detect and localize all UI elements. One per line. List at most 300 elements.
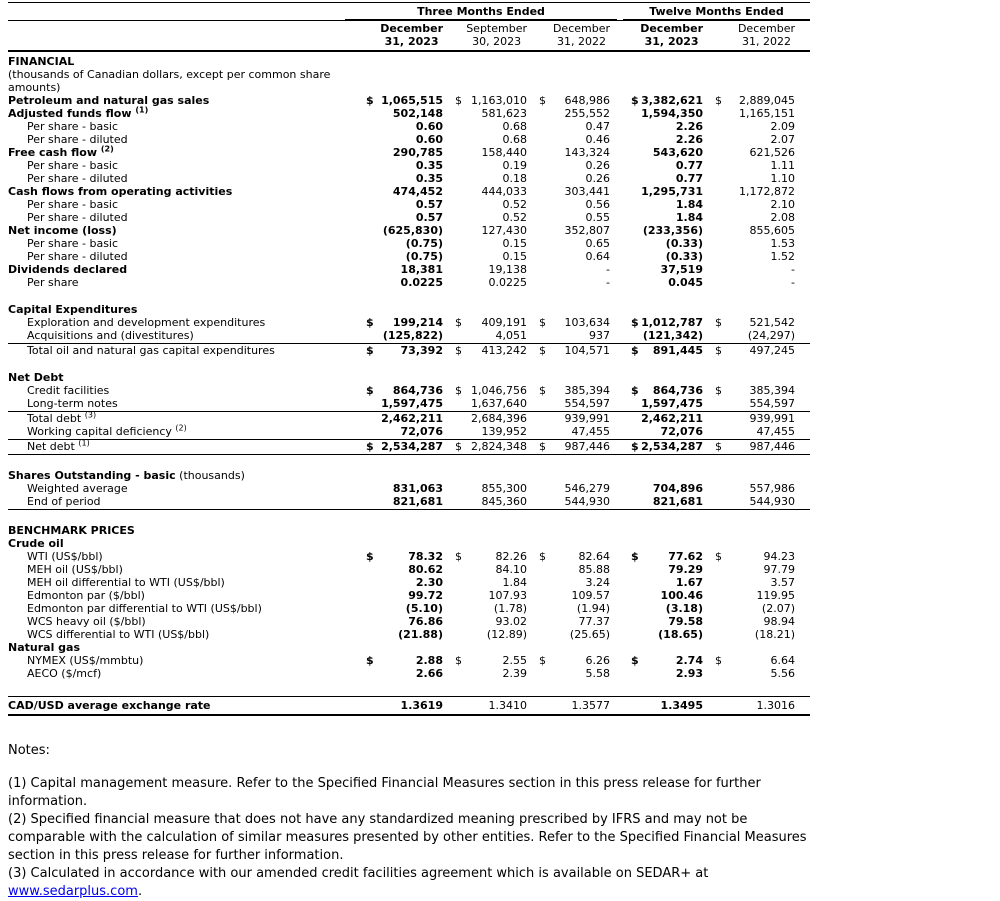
value-cell [443, 237, 527, 250]
cell-value: (12.89) [486, 628, 527, 641]
table-row [8, 667, 810, 680]
cell-value: 19,138 [488, 263, 527, 276]
value-cell [610, 482, 703, 495]
value-cell [345, 107, 443, 120]
row-label: WCS differential to WTI (US$/bbl) [27, 628, 210, 641]
table-row [8, 211, 810, 224]
value-cell [345, 495, 443, 508]
value-cell [703, 329, 795, 342]
table-row [8, 133, 810, 146]
cell-value: 1,597,475 [641, 397, 703, 410]
cell-value: 0.65 [585, 237, 610, 250]
value-cell [703, 224, 795, 237]
row-label: Crude oil [8, 537, 64, 550]
value-cell [527, 276, 610, 289]
cell-value: 2,534,287 [641, 440, 703, 453]
cell-value: 0.47 [585, 120, 610, 133]
value-cell [703, 263, 795, 276]
cell-value: 3.57 [770, 576, 795, 589]
value-cell [610, 628, 703, 641]
value-cell [527, 602, 610, 615]
cell-value: (24,297) [747, 329, 795, 342]
value-cell [703, 94, 795, 107]
cell-value: 0.57 [415, 211, 443, 224]
row-label: (thousands of Canadian dollars, except per common share amounts) [8, 68, 331, 94]
value-cell [443, 185, 527, 198]
cell-value: 1,594,350 [641, 107, 703, 120]
value-cell [443, 276, 527, 289]
value-cell [527, 159, 610, 172]
cell-value: 2,534,287 [381, 440, 443, 453]
note-item: (1) Capital management measure. Refer to the Specified Financial Measures section in this press release for further information. [8, 776, 761, 809]
cell-value: - [791, 263, 795, 276]
table-row [8, 344, 810, 357]
cell-value: 72,076 [660, 425, 703, 438]
value-cell [610, 263, 703, 276]
table-row [8, 654, 810, 667]
value-cell [610, 159, 703, 172]
value-cell [443, 412, 527, 425]
value-cell [443, 667, 527, 680]
cell-value: 0.68 [502, 120, 527, 133]
cell-value: 821,681 [392, 495, 443, 508]
cell-value: 648,986 [564, 94, 610, 107]
value-cell [443, 107, 527, 120]
cell-value: 0.0225 [488, 276, 527, 289]
row-label: BENCHMARK PRICES [8, 524, 135, 537]
cell-value: 1,065,515 [381, 94, 443, 107]
value-cell [610, 172, 703, 185]
value-cell [345, 250, 443, 263]
cell-value: 1.84 [675, 211, 703, 224]
table-row [8, 146, 810, 159]
cell-value: 554,597 [749, 397, 795, 410]
value-cell [345, 224, 443, 237]
value-cell [443, 384, 527, 397]
table-row [8, 641, 810, 654]
dollar-sign: $ [539, 384, 546, 397]
value-cell [703, 250, 795, 263]
cell-value: 0.26 [585, 172, 610, 185]
cell-value: 1.3410 [488, 699, 527, 712]
table-row [8, 185, 810, 198]
value-cell [345, 316, 443, 329]
value-cell [527, 107, 610, 120]
value-cell [443, 159, 527, 172]
table-row [8, 576, 810, 589]
table-row [8, 68, 810, 94]
value-cell [610, 615, 703, 628]
cell-value: 82.26 [495, 550, 527, 563]
value-cell [610, 667, 703, 680]
cell-value: 109.57 [571, 589, 610, 602]
cell-value: 2.74 [675, 654, 703, 667]
table-row [8, 495, 810, 510]
cell-value: 3.24 [585, 576, 610, 589]
value-cell [527, 615, 610, 628]
value-cell [443, 198, 527, 211]
cell-value: (625,830) [382, 224, 443, 237]
cell-value: 255,552 [564, 107, 610, 120]
cell-value: 139,952 [481, 425, 527, 438]
value-cell [610, 237, 703, 250]
row-label: MEH oil (US$/bbl) [27, 563, 123, 576]
table-row [8, 537, 810, 550]
cell-value: 107.93 [488, 589, 527, 602]
notes-title: Notes: [8, 743, 50, 758]
row-label: WCS heavy oil ($/bbl) [27, 615, 146, 628]
dollar-sign: $ [539, 550, 546, 563]
value-cell [703, 667, 795, 680]
cell-value: 2.88 [415, 654, 443, 667]
cell-value: 444,033 [481, 185, 527, 198]
row-label: Per share [27, 276, 79, 289]
cell-value: 2.66 [415, 667, 443, 680]
row-label: Edmonton par differential to WTI (US$/bbl) [27, 602, 262, 615]
row-label: Per share - diluted [27, 250, 128, 263]
cell-value: 0.35 [415, 172, 443, 185]
cell-value: 2.07 [770, 133, 795, 146]
cell-value: 2.09 [770, 120, 795, 133]
row-label: Net debt $^{(1)}$ [27, 438, 90, 453]
dollar-sign: $ [631, 440, 639, 453]
value-cell [610, 397, 703, 410]
cell-value: 1,165,151 [739, 107, 795, 120]
value-cell [443, 628, 527, 641]
cell-value: 831,063 [392, 482, 443, 495]
row-label: Acquisitions and (divestitures) [27, 329, 194, 342]
header-spacer [8, 22, 345, 48]
dollar-sign: $ [631, 344, 639, 357]
cell-value: 352,807 [564, 224, 610, 237]
cell-value: 939,991 [749, 412, 795, 425]
value-cell [527, 412, 610, 425]
row-label: Adjusted funds flow $^{(1)}$ [8, 105, 149, 120]
value-cell [703, 654, 795, 667]
sedarplus-link[interactable]: www.sedarplus.com [8, 884, 138, 899]
value-cell [703, 699, 795, 712]
cell-value: 0.0225 [400, 276, 443, 289]
cell-value: 1.3495 [660, 699, 703, 712]
cell-value: 1,012,787 [641, 316, 703, 329]
row-label: Per share - basic [27, 198, 119, 211]
dollar-sign: $ [455, 654, 462, 667]
cell-value: - [606, 276, 610, 289]
cell-value: 2.08 [770, 211, 795, 224]
dollar-sign: $ [715, 344, 722, 357]
value-cell [610, 276, 703, 289]
value-cell [345, 615, 443, 628]
cell-value: (3.18) [665, 602, 703, 615]
value-cell [610, 699, 703, 712]
value-cell [703, 384, 795, 397]
cell-value: 78.32 [408, 550, 443, 563]
dollar-sign: $ [366, 344, 374, 357]
value-cell [703, 172, 795, 185]
cell-value: 104,571 [564, 344, 610, 357]
value-cell [703, 344, 795, 357]
value-cell [345, 276, 443, 289]
cell-value: 0.56 [585, 198, 610, 211]
value-cell [610, 495, 703, 508]
value-cell [527, 120, 610, 133]
value-cell [527, 699, 610, 712]
cell-value: 2,462,211 [641, 412, 703, 425]
cell-value: 77.62 [668, 550, 703, 563]
table-row [8, 250, 810, 263]
table-row [8, 589, 810, 602]
value-cell [703, 628, 795, 641]
cell-value: 409,191 [481, 316, 527, 329]
value-cell [443, 94, 527, 107]
cell-value: 474,452 [392, 185, 443, 198]
cell-value: - [791, 276, 795, 289]
dollar-sign: $ [455, 550, 462, 563]
dollar-sign: $ [715, 550, 722, 563]
column-header: December 31, 2023 [380, 22, 443, 48]
row-label: Edmonton par ($/bbl) [27, 589, 145, 602]
cell-value: 2.26 [675, 133, 703, 146]
value-cell [527, 425, 610, 438]
cell-value: 1,172,872 [739, 185, 795, 198]
dollar-sign: $ [715, 384, 722, 397]
value-cell [527, 628, 610, 641]
row-label: Per share - basic [27, 159, 119, 172]
cell-value: (0.33) [665, 250, 703, 263]
value-cell [703, 133, 795, 146]
cell-value: 1.67 [675, 576, 703, 589]
value-cell [610, 224, 703, 237]
cell-value: 0.57 [415, 198, 443, 211]
table-row [8, 563, 810, 576]
cell-value: 0.55 [585, 211, 610, 224]
note-item: (3) Calculated in accordance with our amended credit facilities agreement which is available on SEDAR+ at www.sedarplus.com. [8, 866, 709, 899]
cell-value: 0.77 [675, 159, 703, 172]
dollar-sign: $ [455, 94, 462, 107]
value-cell [703, 482, 795, 495]
table-row [8, 524, 810, 537]
value-cell [443, 563, 527, 576]
cell-value: (121,342) [642, 329, 703, 342]
cell-value: 385,394 [749, 384, 795, 397]
row-label: Free cash flow $^{(2)}$ [8, 144, 114, 159]
cell-value: 0.52 [502, 198, 527, 211]
row-label: Per share - diluted [27, 211, 128, 224]
row-label: NYMEX (US$/mmbtu) [27, 654, 144, 667]
cell-value: 0.60 [415, 133, 443, 146]
cell-value: 1.3577 [571, 699, 610, 712]
value-cell [703, 107, 795, 120]
cell-value: 1,046,756 [471, 384, 527, 397]
cell-value: (125,822) [382, 329, 443, 342]
cell-value: 1,295,731 [641, 185, 703, 198]
cell-value: (0.33) [665, 237, 703, 250]
cell-value: 72,076 [400, 425, 443, 438]
value-cell [345, 384, 443, 397]
value-cell [527, 146, 610, 159]
cell-value: 0.35 [415, 159, 443, 172]
cell-value: 5.56 [770, 667, 795, 680]
dollar-sign: $ [539, 316, 546, 329]
row-label: Working capital deficiency $^{(2)}$ [27, 423, 187, 438]
value-cell [703, 550, 795, 563]
table-row [8, 159, 810, 172]
value-cell [527, 482, 610, 495]
cell-value: 987,446 [564, 440, 610, 453]
table-row [8, 198, 810, 211]
table-row [8, 425, 810, 440]
value-cell [345, 185, 443, 198]
cell-value: 98.94 [763, 615, 795, 628]
cell-value: 47,455 [756, 425, 795, 438]
row-label: End of period [27, 495, 101, 508]
cell-value: 84.10 [495, 563, 527, 576]
value-cell [703, 602, 795, 615]
value-cell [345, 628, 443, 641]
value-cell [443, 495, 527, 508]
cell-value: 0.60 [415, 120, 443, 133]
value-cell [610, 185, 703, 198]
dollar-sign: $ [455, 344, 462, 357]
row-label: Dividends declared [8, 263, 128, 276]
row-label: Weighted average [27, 482, 128, 495]
column-header: September 30, 2023 [466, 22, 527, 48]
value-cell [703, 316, 795, 329]
cell-value: 2.93 [675, 667, 703, 680]
value-cell [527, 185, 610, 198]
value-cell [443, 120, 527, 133]
value-cell [443, 576, 527, 589]
value-cell [703, 276, 795, 289]
cell-value: 0.26 [585, 159, 610, 172]
cell-value: 143,324 [564, 146, 610, 159]
value-cell [610, 576, 703, 589]
dollar-sign: $ [455, 440, 462, 453]
value-cell [703, 576, 795, 589]
cell-value: 93.02 [495, 615, 527, 628]
cell-value: 2,684,396 [471, 412, 527, 425]
cell-value: 1.84 [502, 576, 527, 589]
row-label: Per share - diluted [27, 133, 128, 146]
value-cell [527, 667, 610, 680]
cell-value: 6.26 [585, 654, 610, 667]
cell-value: 1.3619 [400, 699, 443, 712]
row-label: Per share - diluted [27, 172, 128, 185]
column-header: December 31, 2022 [737, 22, 795, 48]
cell-value: 79.58 [668, 615, 703, 628]
note-item: (2) Specified financial measure that does not have any standardized meaning prescribed by IFRS and may not be comparable with the calculation of similar measures presented by other entities. Refer to the Specified Financial Measures section in this press release for further information. [8, 812, 807, 863]
value-cell [345, 146, 443, 159]
value-cell [527, 495, 610, 508]
dollar-sign: $ [631, 94, 639, 107]
value-cell [527, 384, 610, 397]
cell-value: 3,382,621 [641, 94, 703, 107]
cell-value: 119.95 [756, 589, 795, 602]
column-group-label: Three Months Ended [345, 5, 617, 20]
table-row [8, 384, 810, 397]
table-header-columns [8, 21, 810, 52]
value-cell [527, 440, 610, 453]
value-cell [527, 589, 610, 602]
value-cell [443, 482, 527, 495]
dollar-sign: $ [715, 94, 722, 107]
value-cell [527, 397, 610, 410]
cell-value: 97.79 [763, 563, 795, 576]
cell-value: 621,526 [749, 146, 795, 159]
cell-value: 80.62 [408, 563, 443, 576]
cell-value: 937 [589, 329, 610, 342]
value-cell [527, 344, 610, 357]
cell-value: 0.15 [502, 237, 527, 250]
cell-value: 1.52 [770, 250, 795, 263]
value-cell [610, 250, 703, 263]
value-cell [443, 615, 527, 628]
dollar-sign: $ [631, 384, 639, 397]
header-spacer [8, 5, 345, 20]
cell-value: 2,824,348 [471, 440, 527, 453]
value-cell [443, 172, 527, 185]
cell-value: 103,634 [564, 316, 610, 329]
value-cell [703, 495, 795, 508]
cell-value: 99.72 [408, 589, 443, 602]
table-row [8, 602, 810, 615]
value-cell [527, 94, 610, 107]
row-label: Petroleum and natural gas sales [8, 94, 210, 107]
cell-value: (1.78) [493, 602, 527, 615]
table-row [8, 696, 810, 716]
value-cell [345, 563, 443, 576]
cell-value: 821,681 [652, 495, 703, 508]
value-cell [443, 602, 527, 615]
value-cell [610, 440, 703, 453]
table-row [8, 412, 810, 425]
cell-value: 502,148 [392, 107, 443, 120]
table-header-groups [8, 3, 810, 21]
value-cell [610, 550, 703, 563]
row-label: Net income (loss) [8, 224, 117, 237]
cell-value: 4,051 [495, 329, 527, 342]
dollar-sign: $ [455, 316, 462, 329]
dollar-sign: $ [366, 384, 374, 397]
value-cell [610, 146, 703, 159]
row-label: CAD/USD average exchange rate [8, 699, 211, 712]
value-cell [345, 550, 443, 563]
row-label: FINANCIAL [8, 55, 75, 68]
value-cell [345, 602, 443, 615]
row-label: Per share - basic [27, 120, 119, 133]
value-cell [703, 615, 795, 628]
cell-value: - [606, 263, 610, 276]
table-row [8, 94, 810, 107]
dollar-sign: $ [539, 654, 546, 667]
value-cell [345, 211, 443, 224]
value-cell [527, 133, 610, 146]
value-cell [527, 654, 610, 667]
value-cell [345, 654, 443, 667]
cell-value: 2,462,211 [381, 412, 443, 425]
value-cell [527, 329, 610, 342]
dollar-sign: $ [715, 440, 722, 453]
cell-value: 557,986 [749, 482, 795, 495]
value-cell [610, 563, 703, 576]
cell-value: (21.88) [398, 628, 443, 641]
value-cell [703, 425, 795, 438]
cell-value: 554,597 [564, 397, 610, 410]
value-cell [443, 699, 527, 712]
dollar-sign: $ [715, 316, 722, 329]
cell-value: 37,519 [660, 263, 703, 276]
cell-value: 864,736 [392, 384, 443, 397]
